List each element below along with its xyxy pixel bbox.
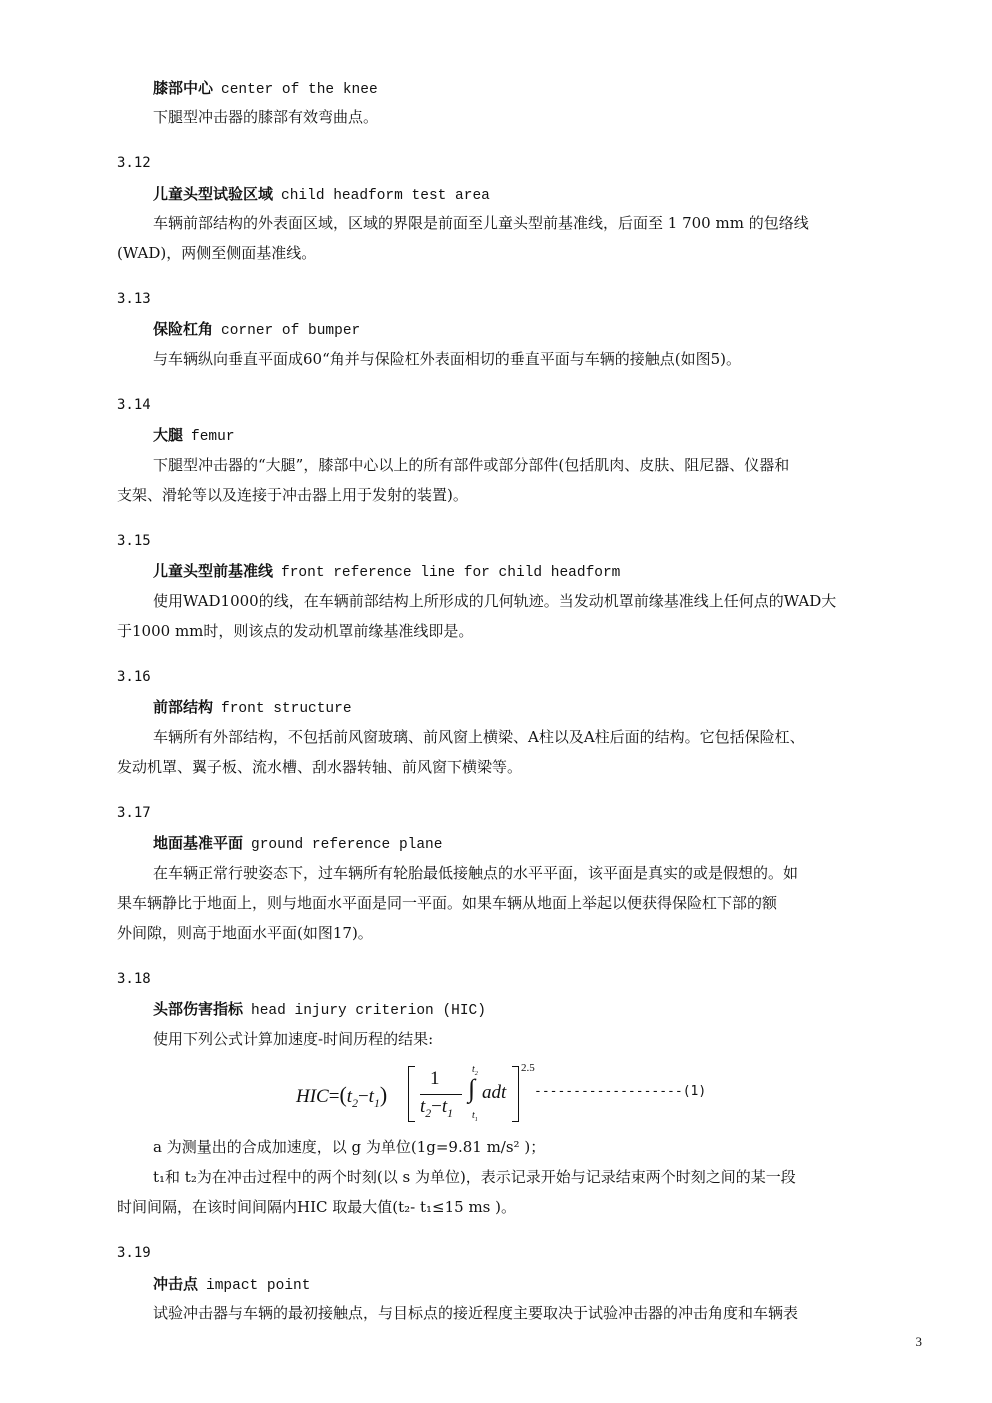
page-number: 3	[915, 1334, 922, 1349]
definition-line: 在车辆正常行驶姿态下，过车辆所有轮胎最低接触点的水平平面，该平面是真实的或是假想的。如	[153, 864, 799, 882]
fraction-bar	[420, 1094, 462, 1095]
term-cn: 膝部中心	[153, 79, 214, 97]
definition-line: 外间隙，则高于地面水平面(如图17)。	[117, 924, 373, 942]
definition-line: 支架、滑轮等以及连接于冲击器上用于发射的装置)。	[117, 486, 468, 504]
term-cn: 儿童头型前基准线	[153, 562, 274, 580]
definition-line: a 为测量出的合成加速度，以 g 为单位(1g=9.81 m/s² )；	[153, 1138, 546, 1156]
definition-line: 于1000 mm时，则该点的发动机罩前缘基准线即是。	[117, 622, 474, 640]
definition-line: 发动机罩、翼子板、流水槽、刮水器转轴、前风窗下横梁等。	[117, 758, 523, 776]
term-cn: 地面基准平面	[153, 834, 244, 852]
clause-number: 3.19	[117, 1245, 151, 1261]
term-heading	[153, 425, 235, 447]
definition-line: 车辆前部结构的外表面区域，区域的界限是前面至儿童头型前基准线，后面至 1 700 mm 的包络线	[153, 214, 809, 232]
term-cn: 大腿	[153, 426, 184, 444]
term-cn: 冲击点	[153, 1275, 199, 1293]
term-en: impact point	[206, 1278, 311, 1294]
term-cn: 头部伤害指标	[153, 1000, 244, 1018]
term-en: head injury criterion (HIC)	[251, 1003, 486, 1019]
definition-line: 试验冲击器与车辆的最初接触点，与目标点的接近程度主要取决于试验冲击器的冲击角度和车辆表	[153, 1304, 799, 1322]
clause-number: 3.15	[117, 533, 151, 549]
definition-line: 时间间隔，在该时间间隔内HIC 取最大值(t₂- t₁≤15 ms )。	[117, 1198, 516, 1216]
clause-number: 3.17	[117, 805, 151, 821]
fraction-denominator: $t_2-t_1$	[420, 1096, 454, 1120]
definition-line: 下腿型冲击器的膝部有效弯曲点。	[153, 108, 379, 126]
upper-limit: $t_2$	[472, 1064, 478, 1077]
definition-line: 与车辆纵向垂直平面成60“角并与保险杠外表面相切的垂直平面与车辆的接触点(如图5)。	[153, 350, 742, 368]
definition-line: 使用下列公式计算加速度-时间历程的结果:	[153, 1030, 434, 1048]
clause-number: 3.13	[117, 291, 151, 307]
fraction-numerator: 1	[430, 1068, 440, 1089]
term-cn: 保险杠角	[153, 320, 214, 338]
equation-number: -------------------(1)	[534, 1084, 707, 1099]
clause-number: 3.16	[117, 669, 151, 685]
term-en: ground reference plane	[251, 837, 443, 853]
left-bracket	[408, 1066, 415, 1122]
term-en: corner of bumper	[221, 323, 361, 339]
term-en: femur	[191, 429, 235, 445]
term-heading	[153, 184, 490, 206]
right-bracket	[512, 1066, 519, 1122]
definition-line: (WAD)，两侧至侧面基准线。	[117, 244, 317, 262]
clause-number: 3.14	[117, 397, 151, 413]
definition-line: t₁和 t₂为在冲击过程中的两个时刻(以 s 为单位)，表示记录开始与记录结束两个时刻之间的某一段	[153, 1168, 796, 1186]
exponent: 2.5	[521, 1062, 535, 1074]
integrand: adt	[482, 1082, 507, 1103]
clause-number: 3.18	[117, 971, 151, 987]
definition-line: 果车辆静比于地面上，则与地面水平面是同一平面。如果车辆从地面上举起以便获得保险杠下部的额	[117, 894, 778, 912]
term-en: child headform test area	[281, 188, 490, 204]
term-heading	[153, 697, 352, 719]
formula-lhs: $HIC=(t_2-t_1)$	[296, 1082, 388, 1110]
term-en: front reference line for child headform	[281, 565, 621, 581]
term-heading	[153, 1274, 310, 1296]
definition-line: 使用WAD1000的线，在车辆前部结构上所形成的几何轨迹。当发动机罩前缘基准线上任何点的WAD大	[153, 592, 837, 610]
lower-limit: $t_1$	[472, 1110, 478, 1123]
term-cn: 儿童头型试验区域	[153, 185, 274, 203]
clause-number: 3.12	[117, 155, 151, 171]
term-cn: 前部结构	[153, 698, 214, 716]
term-heading	[153, 561, 620, 583]
term-heading	[153, 833, 442, 855]
hic-formula	[296, 1064, 756, 1128]
definition-line: 车辆所有外部结构，不包括前风窗玻璃、前风窗上横梁、A柱以及A柱后面的结构。它包括保险杠、	[153, 728, 805, 746]
term-en: front structure	[221, 701, 352, 717]
integral-sign: ∫	[468, 1074, 476, 1103]
term-heading	[153, 999, 486, 1021]
term-heading	[153, 78, 378, 100]
term-en: center of the knee	[221, 82, 378, 98]
term-heading	[153, 319, 360, 341]
definition-line: 下腿型冲击器的“大腿”，膝部中心以上的所有部件或部分部件(包括肌肉、皮肤、阻尼器、仪器和	[153, 456, 790, 474]
